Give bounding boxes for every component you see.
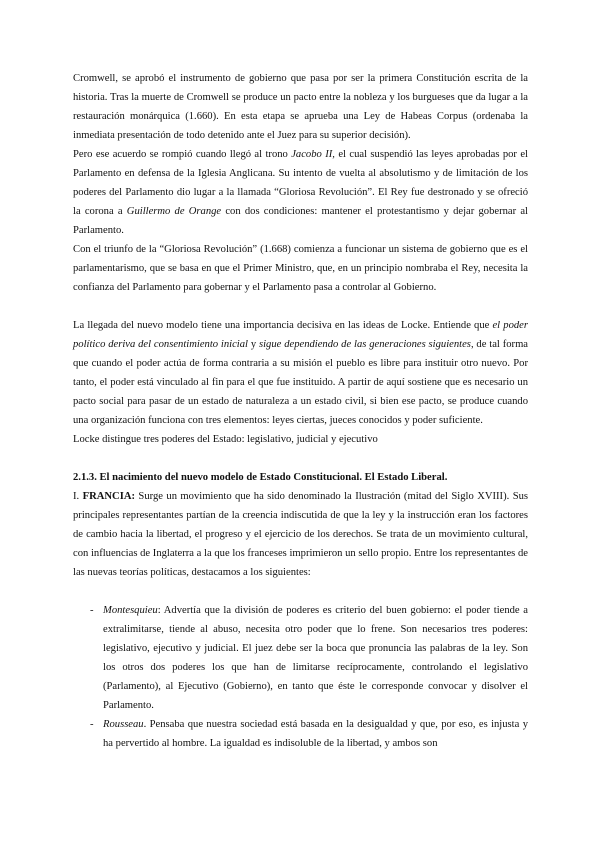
list-dash: -: [90, 605, 94, 616]
list-item-text: [103, 715, 528, 753]
paragraph-spacer: [73, 582, 528, 601]
list-item-rousseau: [73, 715, 528, 753]
text-run: : Advertía que la división de poderes es criterio del buen gobierno: el poder tiende a extralimitarse, tiende al abuso, necesita otro poder que lo frene. Son necesarios tres poderes: legislativo, ejecutivo y judicial. El juez debe ser la boca que pronuncia las palabras de la ley. Son los otros dos poderes los que han de limitarse recíprocamente, controlando el legislativo (Parlamento), al Ejecutivo (Gobierno), en tanto que éste le corresponde convocar y disolver el Parlamento.: [103, 605, 528, 711]
list-dash: -: [90, 719, 94, 730]
text-run: . Pensaba que nuestra sociedad está basada en la desigualdad y que, por eso, es injusta y ha pervertido al hombre. La igualdad es indisoluble de la libertad, y ambos son: [103, 719, 528, 749]
paragraph-spacer: [73, 297, 528, 316]
paragraph-cromwell: Cromwell, se aprobó el instrumento de gobierno que pasa por ser la primera Constitución escrita de la historia. Tras la muerte de Cromwell se produce un pacto entre la nobleza y los burgueses que da lugar a la restauración monárquica (1.660). En esta etapa se aprueba una Ley de Habeas Corpus (ordenaba la inmediata presentación de todo detenido ante el Juez para su superior decisión).: [73, 73, 528, 141]
section-heading: 2.1.3. El nacimiento del nuevo modelo de Estado Constitucional. El Estado Liberal.: [73, 472, 448, 483]
italic-jacobo-ii: Jacobo II,: [291, 149, 335, 160]
italic-montesquieu: Montesquieu: [103, 605, 158, 616]
paragraph-locke-poderes: Locke distingue tres poderes del Estado: legislativo, judicial y ejecutivo: [73, 434, 378, 445]
italic-rousseau: Rousseau: [103, 719, 144, 730]
paragraph-locke: [73, 316, 528, 430]
italic-consentimiento: el poder político deriva del consentimiento inicial: [73, 320, 528, 350]
representatives-list: [73, 601, 528, 753]
text-run: , de tal forma que cuando el poder actúa de forma contraria a su misión el pueblo es libre para instituir otro nuevo. Por tanto, el poder está vinculado al fin para el que fue instituido. A partir de aquí sostiene que es necesario un pacto social para pasar de un estado de naturaleza a un estado civil, si bien ese pacto, se produce cuando una organización funciona con tres elementos: leyes ciertas, jueces conocidos y poder suficiente.: [73, 339, 529, 426]
italic-guillermo-de-orange: Guillermo de Orange: [126, 206, 222, 217]
text-run: La llegada del nuevo modelo tiene una importancia decisiva en las ideas de Locke. Entiende que: [73, 320, 493, 331]
text-run: Pero ese acuerdo se rompió cuando llegó al trono: [73, 149, 292, 160]
paragraph-francia: [73, 487, 528, 582]
text-run: Surge un movimiento que ha sido denominado la Ilustración (mitad del Siglo XVIII). Sus principales representantes partían de la creencia indiscutida de que la ley y la instrucción eran los factores de cambio hacia la libertad, el progreso y el ejercicio de los derechos. Se trata de un movimiento cultural, con influencias de Inglaterra a la que los franceses imprimieron un sello propio. Entre los representantes de las nuevas teorías políticas, destacamos a los siguientes:: [73, 491, 529, 578]
paragraph-gloriosa-revolucion: Con el triunfo de la “Gloriosa Revolución” (1.668) comienza a funcionar un sistema de gobierno que es el parlamentarismo, que se basa en que el Primer Ministro, que, en un principio nombraba el Rey, necesita la confianza del Parlamento para gobernar y el Parlamento pasa a controlar al Gobierno.: [73, 244, 528, 293]
text-run: y: [247, 339, 259, 350]
list-item-text: [103, 601, 528, 715]
text-run: con dos condiciones: mantener el protestantismo y dejar gobernar al Parlamento.: [73, 206, 528, 236]
italic-generaciones: sigue dependiendo de las generaciones siguientes: [258, 339, 471, 350]
paragraph-jacobo: [73, 145, 528, 240]
paragraph-spacer: [73, 449, 528, 468]
text-run: I.: [73, 491, 83, 502]
list-item-montesquieu: [73, 601, 528, 715]
francia-label: FRANCIA:: [82, 491, 135, 502]
text-run: el cual suspendió las leyes aprobadas por el Parlamento en defensa de la Iglesia Anglicana. Su intento de vuelta al absolutismo y de limitación de los poderes del Parlamento dio lugar a la llamada “Gloriosa Revolución”. El Rey fue destronado y se ofreció la corona a: [73, 149, 529, 217]
document-body: [73, 69, 528, 753]
